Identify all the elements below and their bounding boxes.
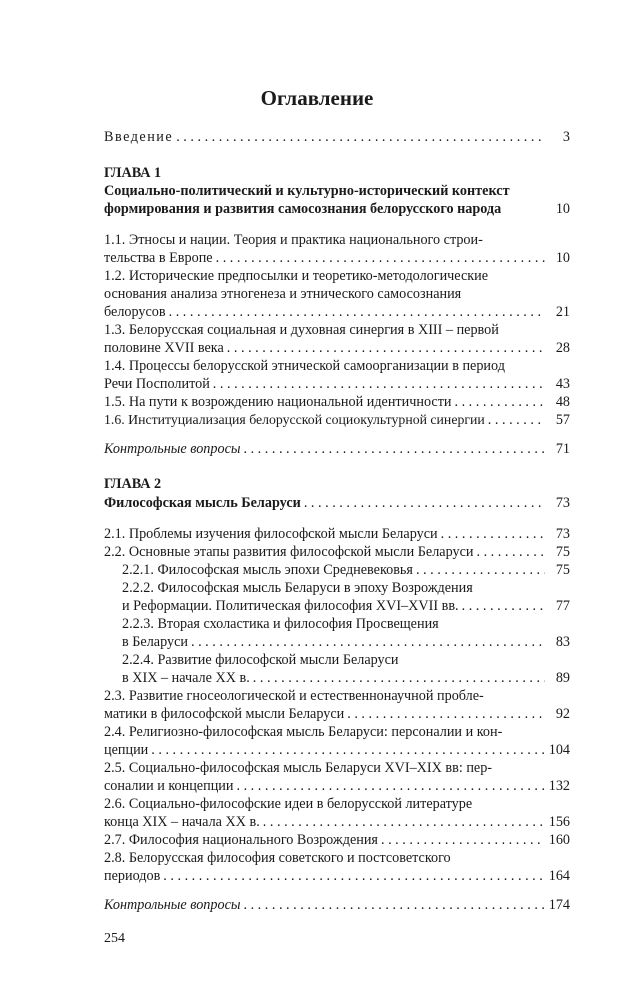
toc-entry-2-2-3[interactable]: 2.2.3. Вторая схоластика и философия Просвещения — [122, 616, 439, 632]
toc-entry-1-2[interactable]: 1.2. Исторические предпосылки и теоретико-методологические — [104, 268, 489, 284]
toc-entry-2-4-end[interactable] — [104, 741, 570, 759]
dot-leader — [347, 705, 545, 723]
toc-page: 75 — [555, 544, 570, 560]
toc-label: половине XVII века — [104, 340, 224, 356]
dot-leader — [216, 249, 545, 267]
dot-leader — [263, 813, 545, 831]
page-title: Оглавление — [260, 86, 374, 110]
toc-entry-2-6[interactable]: 2.6. Социально-философские идеи в белорусской литературе — [104, 796, 473, 812]
toc-page: 28 — [555, 340, 570, 356]
toc-entry-1-3-end[interactable] — [104, 339, 570, 357]
toc-entry-2-3-end[interactable] — [104, 705, 570, 723]
toc-entry-ch1-questions[interactable] — [104, 440, 570, 458]
dot-leader — [381, 831, 545, 849]
toc-page: 3 — [562, 129, 570, 145]
toc-page: 92 — [555, 706, 570, 722]
toc-page: 164 — [548, 868, 570, 884]
toc-entry-1-2-cont[interactable]: основания анализа этногенеза и этнического самосознания — [104, 286, 462, 302]
toc-page: 160 — [548, 832, 570, 848]
toc-label: 2.7. Философия национального Возрождения — [104, 832, 378, 848]
dot-leader — [243, 440, 545, 458]
toc-entry-2-6-end[interactable] — [104, 813, 570, 831]
dot-leader — [476, 543, 545, 561]
toc-page: 83 — [555, 634, 570, 650]
toc-page: 10 — [555, 250, 570, 266]
toc-label: в Беларуси — [122, 634, 188, 650]
toc-label: Введение — [104, 129, 174, 145]
toc-label: 2.1. Проблемы изучения философской мысли Беларуси — [104, 526, 438, 542]
toc-entry-2-2-3-end[interactable] — [122, 633, 570, 651]
dot-leader — [416, 561, 545, 579]
toc-page: 57 — [555, 412, 570, 428]
toc-label: и Реформации. Политическая философия XVI–XVII вв. — [122, 598, 459, 614]
toc-entry-1-6[interactable] — [104, 411, 570, 429]
toc-entry-2-5[interactable]: 2.5. Социально-философская мысль Беларуси XVI–XIX вв: пер- — [104, 760, 493, 776]
dot-leader — [227, 339, 545, 357]
toc-entry-ch2-questions[interactable] — [104, 896, 570, 914]
dot-leader — [253, 669, 545, 687]
toc-entry-1-4[interactable]: 1.4. Процессы белорусской этнической самоорганизации в период — [104, 358, 505, 374]
toc-page: 21 — [555, 304, 570, 320]
toc-page: 104 — [548, 742, 570, 758]
toc-label: матики в философской мысли Беларуси — [104, 706, 345, 722]
chapter-2-heading: ГЛАВА 2 — [104, 476, 162, 492]
dot-leader — [163, 867, 545, 885]
dot-leader — [169, 303, 545, 321]
toc-entry-2-3[interactable]: 2.3. Развитие гносеологической и естественнонаучной пробле- — [104, 688, 484, 704]
toc-label: Контрольные вопросы — [104, 897, 241, 913]
toc-label: тельства в Европе — [104, 250, 213, 266]
toc-entry-2-2[interactable] — [104, 543, 570, 561]
toc-entry-intro[interactable] — [104, 128, 570, 146]
toc-page: 156 — [548, 814, 570, 830]
toc-page: 71 — [555, 441, 570, 457]
toc-page: 89 — [555, 670, 570, 686]
toc-entry-2-7[interactable] — [104, 831, 570, 849]
toc-page: 75 — [555, 562, 570, 578]
toc-label: в XIX – начале XX в. — [122, 670, 250, 686]
toc-entry-chapter-2[interactable] — [104, 494, 570, 512]
toc-page: 77 — [555, 598, 570, 614]
toc-page: 73 — [555, 526, 570, 542]
toc-page: 132 — [548, 778, 570, 794]
toc-label: конца XIX – начала XX в. — [104, 814, 260, 830]
toc-label: 2.2. Основные этапы развития философской мысли Беларуси — [104, 544, 474, 560]
toc-label: белорусов — [104, 304, 166, 320]
toc-entry-2-8-end[interactable] — [104, 867, 570, 885]
dot-leader — [488, 411, 545, 429]
dot-leader — [454, 393, 545, 411]
dot-leader — [243, 896, 545, 914]
toc-entry-1-4-end[interactable] — [104, 375, 570, 393]
toc-entry-2-2-1[interactable] — [122, 561, 570, 579]
toc-entry-1-1[interactable]: 1.1. Этносы и нации. Теория и практика национального строи- — [104, 232, 483, 248]
toc-page: 73 — [555, 495, 570, 511]
chapter-1-title-end: формирования и развития самосознания белорусского народа — [104, 201, 502, 217]
toc-entry-2-2-4-end[interactable] — [122, 669, 570, 687]
chapter-2-title: Философская мысль Беларуси — [104, 495, 301, 511]
dot-leader — [151, 741, 545, 759]
toc-page: 10 — [555, 201, 570, 217]
chapter-1-heading: ГЛАВА 1 — [104, 165, 162, 181]
toc-label: Речи Посполитой — [104, 376, 210, 392]
toc-entry-2-2-2[interactable]: 2.2.2. Философская мысль Беларуси в эпоху Возрождения — [122, 580, 473, 596]
toc-entry-2-4[interactable]: 2.4. Религиозно-философская мысль Беларуси: персоналии и кон- — [104, 724, 503, 740]
toc-label: периодов — [104, 868, 161, 884]
toc-entry-1-2-end[interactable] — [104, 303, 570, 321]
toc-label: 2.2.1. Философская мысль эпохи Средневековья — [122, 562, 413, 578]
toc-entry-chapter-1[interactable] — [104, 200, 570, 218]
toc-label: 1.6. Институциализация белорусской социокультурной синергии — [104, 412, 485, 427]
toc-entry-2-2-2-end[interactable] — [122, 597, 570, 615]
toc-label: соналии и концепции — [104, 778, 234, 794]
dot-leader — [441, 525, 545, 543]
dot-leader — [213, 375, 545, 393]
toc-entry-1-1-end[interactable] — [104, 249, 570, 267]
page-number: 254 — [104, 931, 125, 946]
dot-leader — [236, 777, 545, 795]
toc-entry-2-2-4[interactable]: 2.2.4. Развитие философской мысли Беларуси — [122, 652, 399, 668]
dot-leader — [176, 128, 545, 146]
toc-label: Контрольные вопросы — [104, 441, 241, 457]
dot-leader — [191, 633, 545, 651]
toc-label: 1.5. На пути к возрождению национальной идентичности — [104, 394, 452, 410]
chapter-1-title: Социально-политический и культурно-исторический контекст — [104, 183, 510, 199]
toc-entry-1-3[interactable]: 1.3. Белорусская социальная и духовная синергия в XIII – первой — [104, 322, 499, 338]
toc-entry-2-5-end[interactable] — [104, 777, 570, 795]
toc-entry-2-1[interactable] — [104, 525, 570, 543]
toc-entry-1-5[interactable] — [104, 393, 570, 411]
toc-entry-2-8[interactable]: 2.8. Белорусская философия советского и постсоветского — [104, 850, 451, 866]
toc-page: 48 — [555, 394, 570, 410]
dot-leader — [304, 494, 545, 512]
toc-page: 174 — [548, 897, 570, 913]
dot-leader — [462, 597, 545, 615]
toc-page: 43 — [555, 376, 570, 392]
toc-label: цепции — [104, 742, 149, 758]
